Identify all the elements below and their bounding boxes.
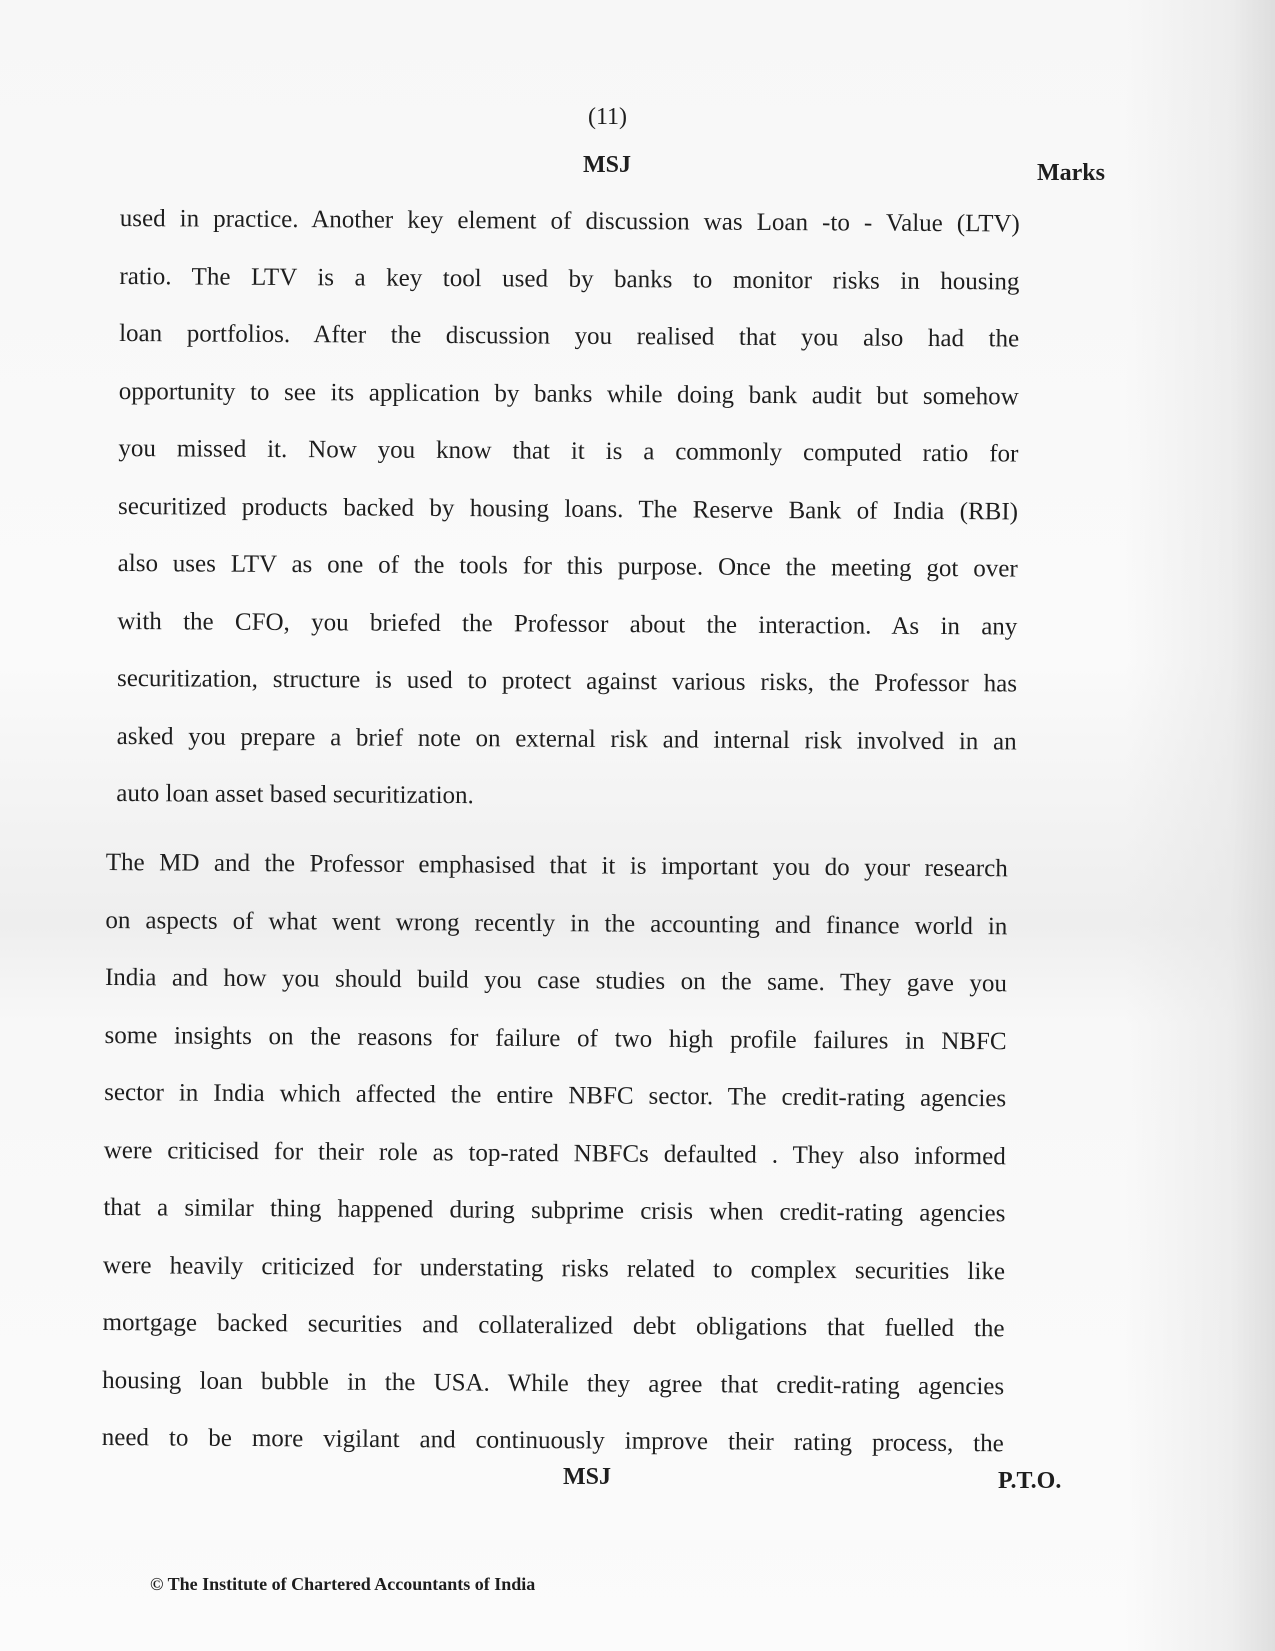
text-line: on aspects of what went wrong recently in the accounting and finance world in: [105, 906, 1008, 940]
text-line: housing loan bubble in the USA. While they agree that credit-rating agencies: [102, 1366, 1005, 1400]
text-line: some insights on the reasons for failure of two high profile failures in NBFC: [104, 1021, 1007, 1055]
scan-edge-shadow: [1125, 0, 1275, 1651]
footer-paper-code: MSJ: [563, 1464, 611, 1490]
text-line: auto loan asset based securitization.: [116, 779, 474, 810]
please-turn-over: P.T.O.: [998, 1468, 1062, 1494]
text-line: loan portfolios. After the discussion you realised that you also had the: [119, 319, 1020, 353]
text-line: were criticised for their role as top-rated NBFCs defaulted . They also informed: [103, 1136, 1006, 1170]
marks-column-label: Marks: [1037, 160, 1105, 186]
copyright-notice: © The Institute of Chartered Accountants of India: [150, 1574, 536, 1594]
text-line: that a similar thing happened during subprime crisis when credit-rating agencies: [103, 1193, 1006, 1228]
header-paper-code: MSJ: [583, 152, 631, 178]
text-line: ratio. The LTV is a key tool used by banks to monitor risks in housing: [119, 262, 1020, 295]
text-line: were heavily criticized for understating risks related to complex securities like: [102, 1251, 1006, 1285]
text-line: securitization, structure is used to protect against various risks, the Professor has: [116, 664, 1018, 698]
text-line: you missed it. Now you know that it is a commonly computed ratio for: [118, 434, 1019, 468]
paragraph-1: [116, 190, 1020, 828]
text-line: mortgage backed securities and collateralized debt obligations that fuelled the: [102, 1308, 1005, 1343]
text-line: sector in India which affected the entire NBFC sector. The credit-rating agencies: [104, 1078, 1007, 1113]
text-line: with the CFO, you briefed the Professor about the interaction. As in any: [117, 607, 1018, 640]
text-line: used in practice. Another key element of discussion was Loan -to - Value (LTV): [119, 204, 1020, 238]
text-line: India and how you should build you case studies on the same. They gave you: [104, 963, 1008, 998]
text-line: need to be more vigilant and continuously improve their rating process, the: [101, 1423, 1004, 1458]
paragraph-2: [102, 834, 1008, 1473]
text-line: asked you prepare a brief note on external risk and internal risk involved in an: [116, 722, 1017, 755]
text-line: The MD and the Professor emphasised that it is important you do your research: [105, 848, 1008, 883]
text-line: securitized products backed by housing loans. The Reserve Bank of India (RBI): [117, 492, 1019, 525]
text-line: also uses LTV as one of the tools for this purpose. Once the meeting got over: [117, 549, 1018, 583]
text-line: opportunity to see its application by banks while doing bank audit but somehow: [118, 377, 1019, 410]
page-number: (11): [587, 104, 628, 130]
